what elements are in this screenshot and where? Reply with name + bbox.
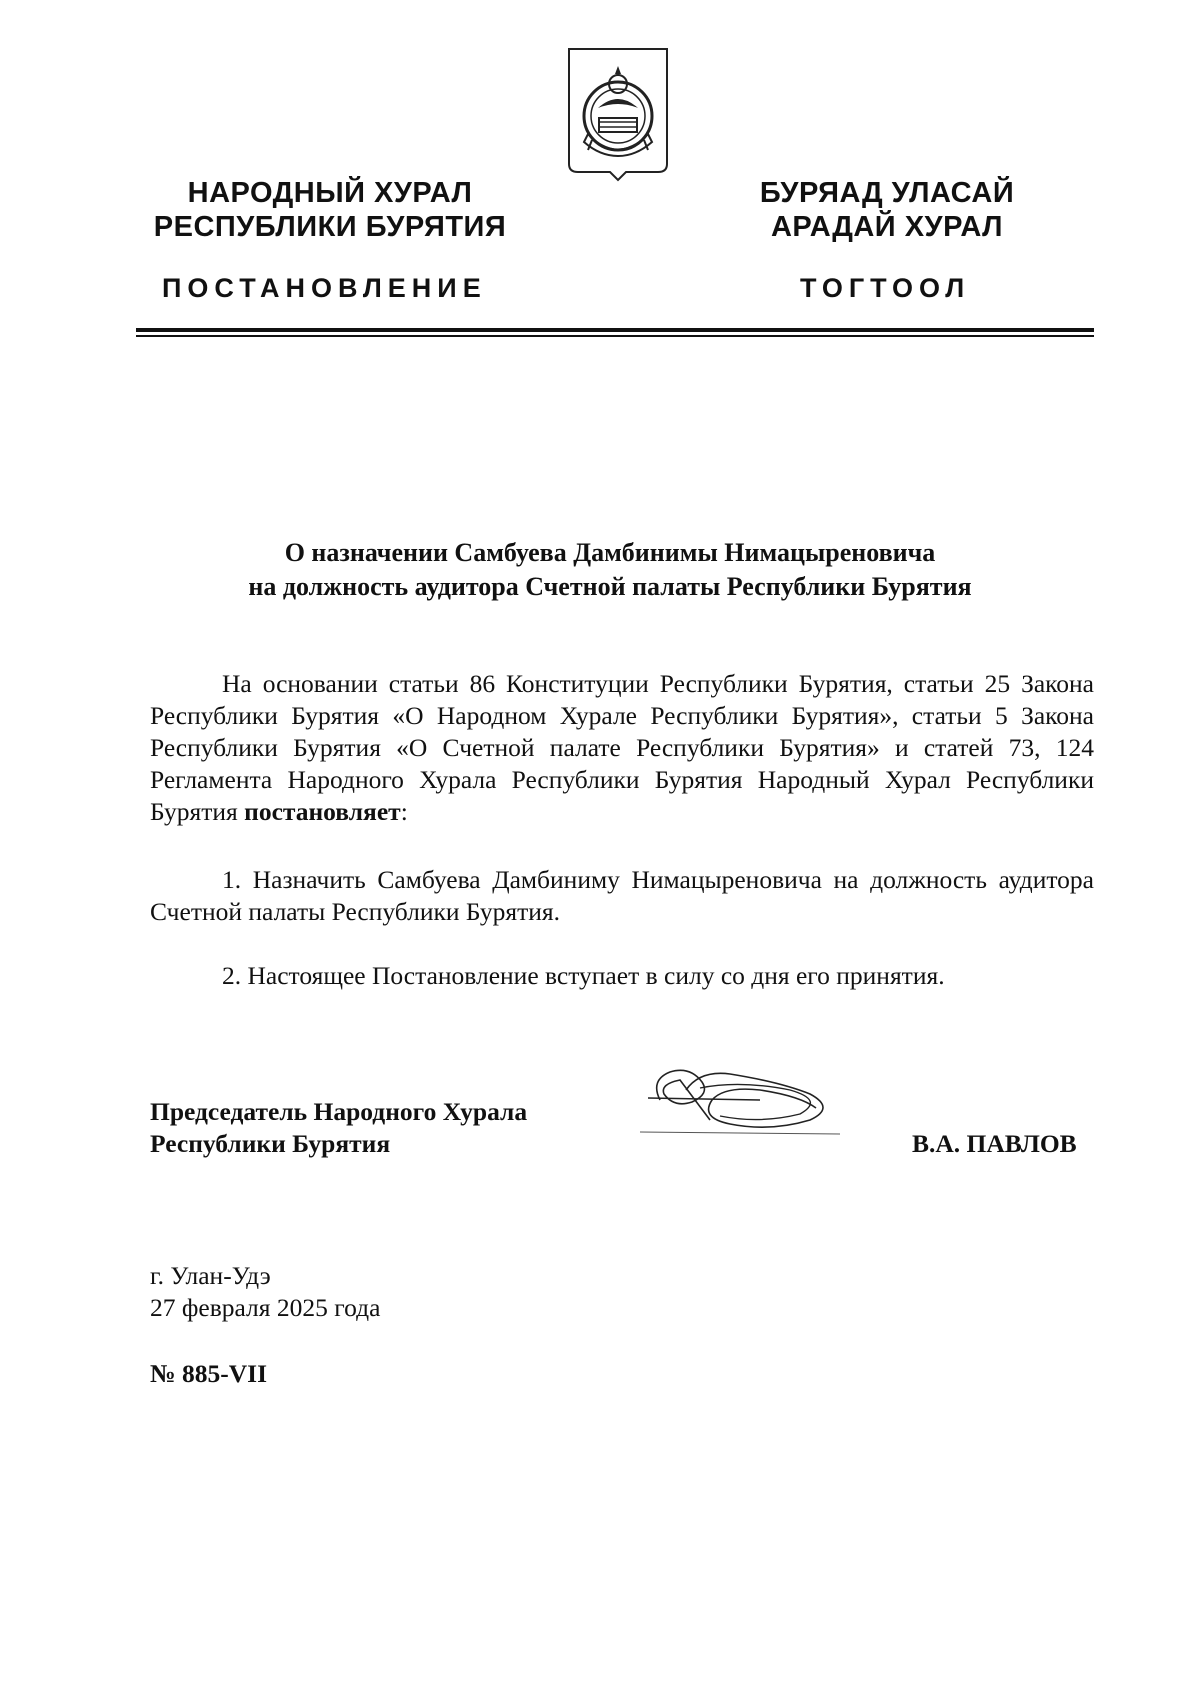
preamble-tail: : [400, 797, 408, 826]
preamble-paragraph [150, 668, 1094, 828]
header-divider-thick [136, 328, 1094, 332]
preamble-text: На основании статьи 86 Конституции Республики Бурятия, статьи 25 Закона Республики Бурятия «О Народном Хурале Республики Бурятия», статьи 5 Закона Республики Бурятия «О Счетной палате Республики Бурятия» и статей 73, 124 Регламента Народного Хурала Республики Бурятия Народный Хурал Республики Бурятия [150, 669, 1094, 826]
emblem [566, 46, 670, 184]
doctype-left: ПОСТАНОВЛЕНИЕ [162, 273, 487, 303]
header-right [712, 176, 1062, 244]
title-line2: на должность аудитора Счетной палаты Республики Бурятия [248, 572, 972, 601]
date: 27 февраля 2025 года [150, 1293, 381, 1322]
title-line1: О назначении Самбуева Дамбинимы Нимацыреновича [284, 538, 936, 567]
signatory-position-line1: Председатель Народного Хурала [150, 1097, 528, 1126]
header-left [120, 176, 540, 244]
handwritten-signature-icon [640, 1060, 850, 1140]
signatory-name: В.А. ПАВЛОВ [912, 1129, 1077, 1158]
preamble-bold: постановляет [244, 797, 401, 826]
signature [640, 1060, 850, 1140]
resolution-item-1: 1. Назначить Самбуева Дамбиниму Нимацыреновича на должность аудитора Счетной палаты Республики Бурятия. [150, 865, 1094, 926]
header-right-line1: БУРЯАД УЛАСАЙ [759, 177, 1015, 209]
signatory-position-line2: Республики Бурятия [150, 1129, 391, 1158]
header-right-line2: АРАДАЙ ХУРАЛ [770, 211, 1004, 243]
header-divider-thin [136, 335, 1094, 337]
document-number: № 885-VII [150, 1359, 268, 1388]
signatory-position [150, 1096, 527, 1160]
header-left-line2: РЕСПУБЛИКИ БУРЯТИЯ [153, 211, 507, 243]
header-left-line1: НАРОДНЫЙ ХУРАЛ [187, 177, 473, 209]
document-title [130, 536, 1090, 604]
city: г. Улан-Удэ [150, 1261, 271, 1290]
doctype-right: ТОГТООЛ [800, 273, 971, 303]
resolution-item-2: 2. Настоящее Постановление вступает в силу со дня его принятия. [222, 961, 945, 990]
buryatia-coat-of-arms-icon [566, 46, 670, 184]
